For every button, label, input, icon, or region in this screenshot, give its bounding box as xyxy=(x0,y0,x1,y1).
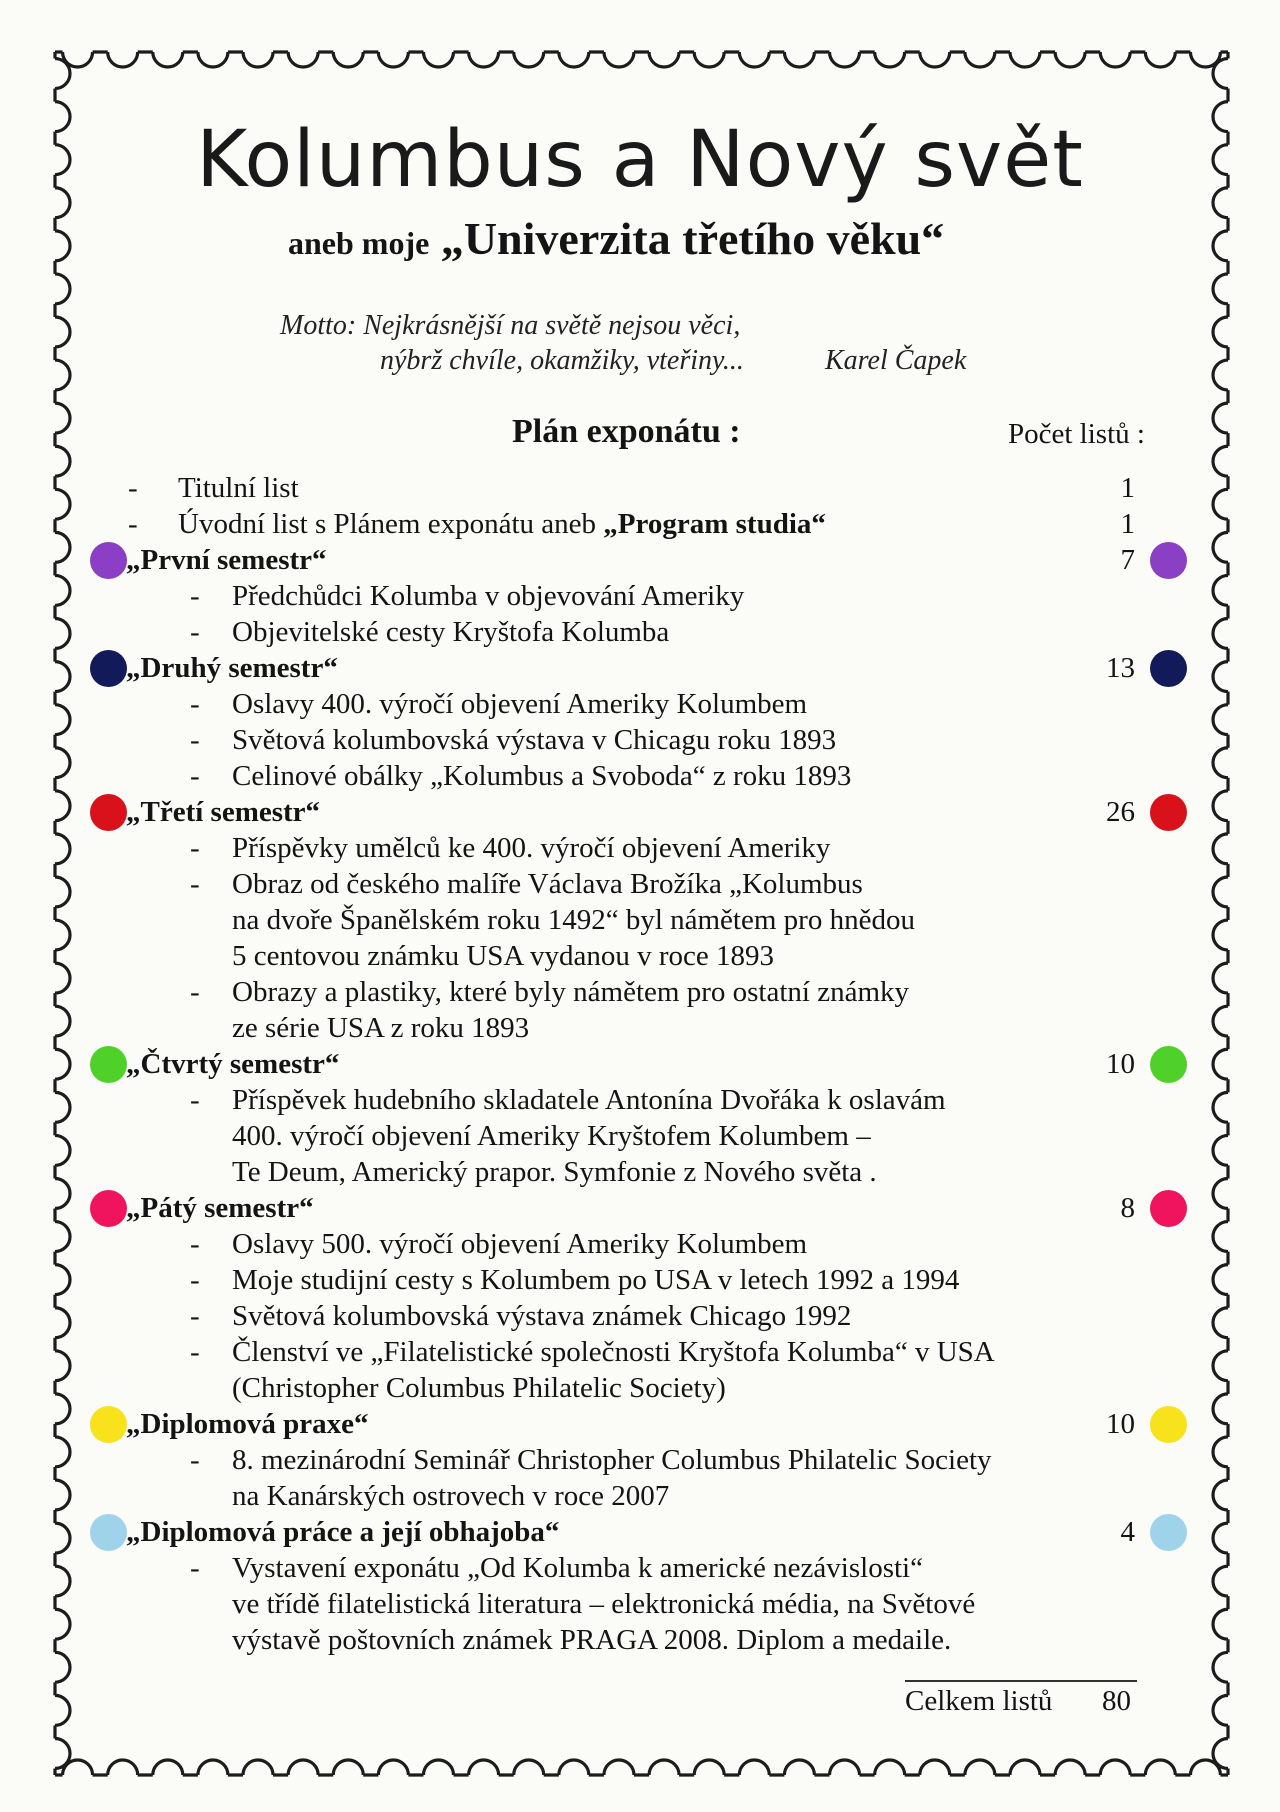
sub-item-dash: - xyxy=(190,724,200,756)
intro-item-emphasis: „Program studia“ xyxy=(603,508,826,540)
intro-item xyxy=(178,506,826,542)
sub-item-dash: - xyxy=(190,580,200,612)
semester-title: „Třetí semestr“ xyxy=(126,796,321,828)
intro-item-text: Úvodní list s Plánem exponátu aneb xyxy=(178,508,604,540)
total-value: 80 xyxy=(1102,1685,1131,1717)
semester-marker-dot xyxy=(1150,1046,1187,1083)
sub-item-dash: - xyxy=(190,868,200,900)
motto-author: Karel Čapek xyxy=(825,345,967,376)
semester-marker-dot xyxy=(90,1190,127,1227)
sub-item-line: Celinové obálky „Kolumbus a Svoboda“ z roku 1893 xyxy=(232,760,852,792)
sheet-count: 13 xyxy=(1106,652,1135,684)
semester-title: „Diplomová praxe“ xyxy=(126,1408,369,1440)
semester-marker-dot xyxy=(1150,542,1187,579)
semester-title: „Druhý semestr“ xyxy=(126,652,338,684)
semester-marker-dot xyxy=(90,650,127,687)
sub-item-dash: - xyxy=(190,616,200,648)
sub-item-line: Obraz od českého malíře Václava Brožíka „Kolumbus xyxy=(232,868,863,900)
sub-item-dash: - xyxy=(190,1336,200,1368)
sub-item-dash: - xyxy=(190,1552,200,1584)
sub-item-line: na dvoře Španělském roku 1492“ byl námětem pro hnědou xyxy=(232,904,915,936)
sub-item-line: ze série USA z roku 1893 xyxy=(232,1012,530,1044)
sub-item-line: Členství ve „Filatelistické společnosti Kryštofa Kolumba“ v USA xyxy=(232,1336,995,1368)
semester-title: „První semestr“ xyxy=(126,544,327,576)
sub-item-line: Oslavy 500. výročí objevení Ameriky Kolumbem xyxy=(232,1228,808,1260)
sub-item-line: na Kanárských ostrovech v roce 2007 xyxy=(232,1480,670,1512)
sub-item-line: Te Deum, Americký prapor. Symfonie z Nového světa . xyxy=(232,1156,877,1188)
intro-item: Titulní list xyxy=(178,472,299,504)
sub-item-line: 8. mezinárodní Seminář Christopher Columbus Philatelic Society xyxy=(232,1444,992,1476)
semester-marker-dot xyxy=(1150,1514,1187,1551)
sheet-count: 10 xyxy=(1106,1408,1135,1440)
semester-marker-dot xyxy=(90,1046,127,1083)
sheet-count-heading: Počet listů : xyxy=(1008,418,1145,450)
sub-item-dash: - xyxy=(190,688,200,720)
subtitle-main: „Univerzita třetího věku“ xyxy=(440,213,945,264)
semester-marker-dot xyxy=(90,794,127,831)
sub-item-line: Vystavení exponátu „Od Kolumba k americké nezávislosti“ xyxy=(232,1552,923,1584)
semester-marker-dot xyxy=(90,1406,127,1443)
sub-item-line: výstavě poštovních známek PRAGA 2008. Diplom a medaile. xyxy=(232,1624,952,1656)
sub-item-dash: - xyxy=(190,832,200,864)
sub-item-line: (Christopher Columbus Philatelic Society) xyxy=(232,1372,726,1404)
sub-item-dash: - xyxy=(190,1228,200,1260)
sheet-count: 1 xyxy=(1120,472,1135,504)
semester-marker-dot xyxy=(90,542,127,579)
sub-item-line: Moje studijní cesty s Kolumbem po USA v letech 1992 a 1994 xyxy=(232,1264,960,1296)
page-title: Kolumbus a Nový svět xyxy=(196,115,1084,205)
semester-title: „Čtvrtý semestr“ xyxy=(126,1048,340,1080)
sub-item-line: ve třídě filatelistická literatura – elektronická média, na Světové xyxy=(232,1588,976,1620)
motto-line-1: Motto: Nejkrásnější na světě nejsou věci, xyxy=(280,310,741,341)
subtitle-prefix: aneb moje xyxy=(288,225,430,261)
sub-item-dash: - xyxy=(190,1444,200,1476)
total-divider xyxy=(905,1680,1137,1682)
semester-title: „Pátý semestr“ xyxy=(126,1192,314,1224)
plan-heading: Plán exponátu : xyxy=(512,413,741,450)
total-label: Celkem listů xyxy=(905,1685,1053,1717)
sheet-count: 4 xyxy=(1120,1516,1135,1548)
semester-marker-dot xyxy=(1150,794,1187,831)
sub-item-line: Obrazy a plastiky, které byly námětem pro ostatní známky xyxy=(232,976,909,1008)
sub-item-dash: - xyxy=(190,1084,200,1116)
intro-dash: - xyxy=(128,508,138,540)
sub-item-dash: - xyxy=(190,1300,200,1332)
sub-item-line: 400. výročí objevení Ameriky Kryštofem Kolumbem – xyxy=(232,1120,871,1152)
motto-line-2: nýbrž chvíle, okamžiky, vteřiny... xyxy=(380,345,744,376)
sub-item-line: Příspěvky umělců ke 400. výročí objevení Ameriky xyxy=(232,832,831,864)
sub-item-dash: - xyxy=(190,1264,200,1296)
sub-item-line: Světová kolumbovská výstava v Chicagu roku 1893 xyxy=(232,724,837,756)
sheet-count: 1 xyxy=(1120,508,1135,540)
sub-item-line: Světová kolumbovská výstava známek Chicago 1992 xyxy=(232,1300,852,1332)
sub-item-line: Předchůdci Kolumba v objevování Ameriky xyxy=(232,580,745,612)
sheet-count: 26 xyxy=(1106,796,1135,828)
semester-marker-dot xyxy=(90,1514,127,1551)
semester-marker-dot xyxy=(1150,1190,1187,1227)
semester-marker-dot xyxy=(1150,650,1187,687)
semester-title: „Diplomová práce a její obhajoba“ xyxy=(126,1516,560,1548)
sub-item-line: Oslavy 400. výročí objevení Ameriky Kolumbem xyxy=(232,688,808,720)
sub-item-line: 5 centovou známku USA vydanou v roce 1893 xyxy=(232,940,775,972)
sub-item-dash: - xyxy=(190,760,200,792)
sub-item-dash: - xyxy=(190,976,200,1008)
intro-dash: - xyxy=(128,472,138,504)
sheet-count: 8 xyxy=(1120,1192,1135,1224)
sheet-count: 10 xyxy=(1106,1048,1135,1080)
sub-item-line: Objevitelské cesty Kryštofa Kolumba xyxy=(232,616,670,648)
semester-marker-dot xyxy=(1150,1406,1187,1443)
subtitle xyxy=(288,212,944,265)
sub-item-line: Příspěvek hudebního skladatele Antonína Dvořáka k oslavám xyxy=(232,1084,946,1116)
sheet-count: 7 xyxy=(1120,544,1135,576)
